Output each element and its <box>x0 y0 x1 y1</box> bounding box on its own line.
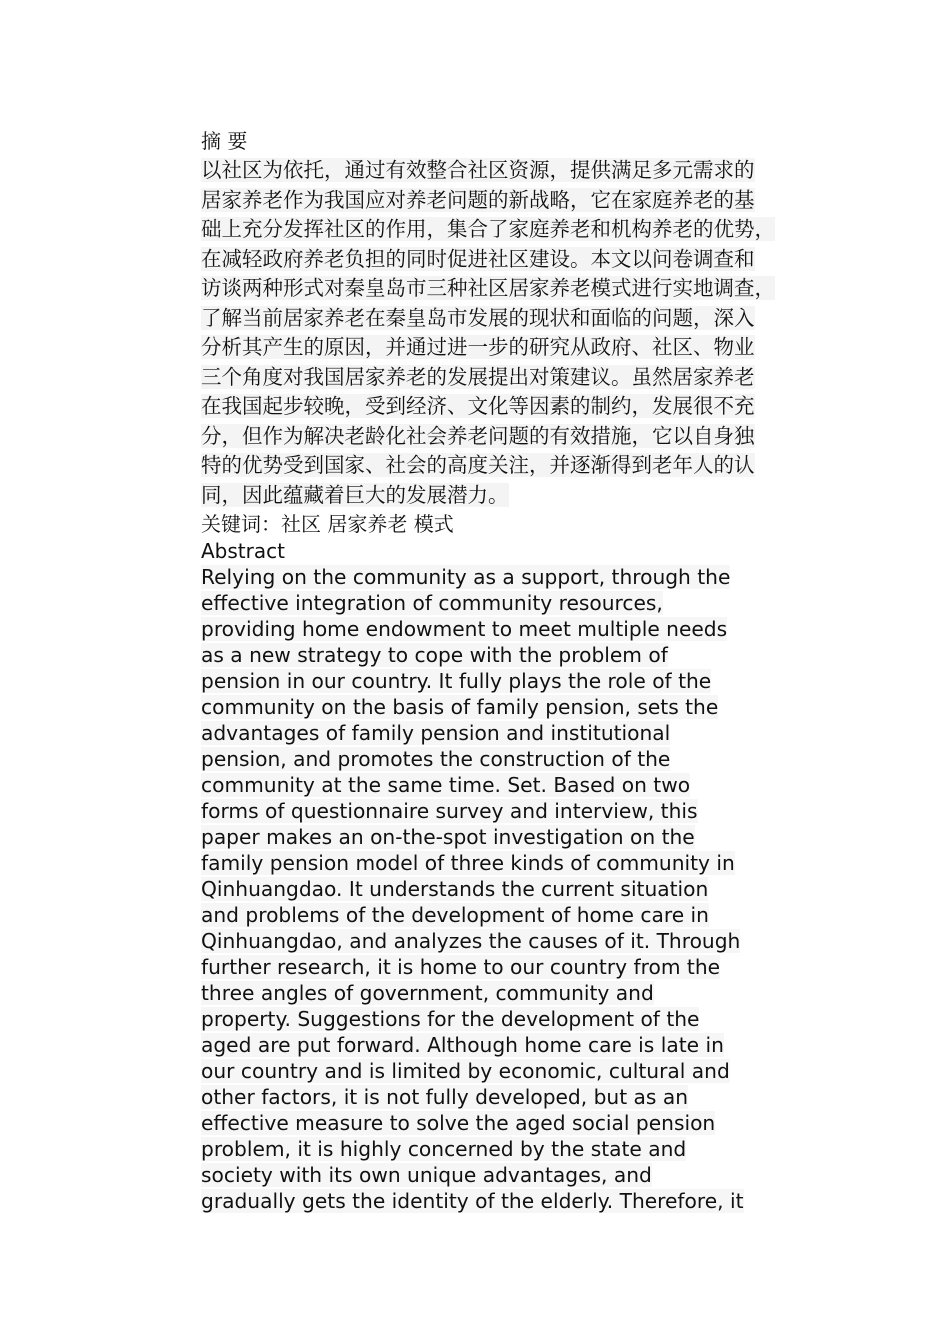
english-abstract-line <box>201 954 806 980</box>
english-abstract-line <box>201 1188 806 1214</box>
english-abstract-line-text: and problems of the development of home care in <box>201 903 709 927</box>
chinese-abstract-line <box>201 215 827 245</box>
english-abstract-line <box>201 1162 806 1188</box>
english-abstract-line-text: three angles of government, community and <box>201 981 654 1005</box>
english-abstract-line-text: Qinhuangdao. It understands the current situation <box>201 877 709 901</box>
chinese-abstract-line <box>201 274 827 304</box>
chinese-abstract-line-text: 分析其产生的原因，并通过进一步的研究从政府、社区、物业 <box>201 335 755 359</box>
english-abstract-line-text: pension, and promotes the construction of the <box>201 747 671 771</box>
english-abstract-line-text: paper makes an on-the-spot investigation on the <box>201 825 695 849</box>
english-abstract-line <box>201 642 806 668</box>
english-abstract-line-text: other factors, it is not fully developed, but as an <box>201 1085 688 1109</box>
chinese-abstract-line <box>201 392 827 422</box>
chinese-abstract-line-text: 础上充分发挥社区的作用，集合了家庭养老和机构养老的优势， <box>201 217 775 241</box>
english-abstract-line-text: as a new strategy to cope with the problem of <box>201 643 668 667</box>
english-abstract-line-text: problem, it is highly concerned by the state and <box>201 1137 687 1161</box>
chinese-abstract-line-text: 访谈两种形式对秦皇岛市三种社区居家养老模式进行实地调查， <box>201 276 775 300</box>
english-abstract-line-text: pension in our country. It fully plays the role of the <box>201 669 712 693</box>
english-abstract-line-text: effective measure to solve the aged social pension <box>201 1111 716 1135</box>
english-abstract-line-text: community at the same time. Set. Based on two <box>201 773 691 797</box>
chinese-keywords: 关键词：社区 居家养老 模式 <box>201 512 454 536</box>
chinese-abstract-line <box>201 333 827 363</box>
english-abstract-heading: Abstract <box>201 539 285 563</box>
english-abstract-line <box>201 876 806 902</box>
english-abstract-line-text: property. Suggestions for the development of the <box>201 1007 700 1031</box>
english-abstract-line-text: further research, it is home to our country from the <box>201 955 721 979</box>
english-abstract-line <box>201 694 806 720</box>
chinese-abstract-line <box>201 304 827 334</box>
chinese-abstract-line <box>201 245 827 275</box>
english-abstract-line-text: society with its own unique advantages, and <box>201 1163 652 1187</box>
english-abstract-line-text: gradually gets the identity of the elderly. Therefore, it <box>201 1189 744 1213</box>
english-abstract-body <box>201 564 806 1214</box>
english-abstract-line-text: forms of questionnaire survey and interview, this <box>201 799 698 823</box>
chinese-abstract-line-text: 三个角度对我国居家养老的发展提出对策建议。虽然居家养老 <box>201 364 755 389</box>
english-abstract-line <box>201 980 806 1006</box>
english-abstract-line <box>201 564 806 590</box>
chinese-abstract-line <box>201 363 827 393</box>
chinese-abstract-line <box>201 451 827 481</box>
english-abstract-line-text: community on the basis of family pension, sets the <box>201 695 719 719</box>
english-abstract-line <box>201 902 806 928</box>
chinese-abstract-line-text: 在我国起步较晚，受到经济、文化等因素的制约，发展很不充 <box>201 394 755 418</box>
english-abstract-line-text: advantages of family pension and institutional <box>201 721 671 745</box>
english-abstract-line <box>201 824 806 850</box>
english-abstract-line <box>201 1032 806 1058</box>
english-abstract-line-text: Relying on the community as a support, through the <box>201 565 731 589</box>
chinese-abstract-line-text: 了解当前居家养老在秦皇岛市发展的现状和面临的问题，深入 <box>201 305 755 330</box>
chinese-abstract-line <box>201 422 827 452</box>
english-abstract-line <box>201 798 806 824</box>
chinese-abstract-line-text: 特的优势受到国家、社会的高度关注，并逐渐得到老年人的认 <box>201 453 755 477</box>
english-abstract-line <box>201 668 806 694</box>
english-abstract-line <box>201 616 806 642</box>
chinese-abstract-body <box>201 156 827 510</box>
english-abstract-line <box>201 772 806 798</box>
english-abstract-line-text: our country and is limited by economic, cultural and <box>201 1059 730 1083</box>
english-abstract-line <box>201 850 806 876</box>
chinese-abstract-heading: 摘 要 <box>201 129 248 153</box>
chinese-abstract-line-text: 居家养老作为我国应对养老问题的新战略，它在家庭养老的基 <box>201 187 755 212</box>
english-abstract-line-text: Qinhuangdao, and analyzes the causes of it. Through <box>201 929 741 953</box>
english-abstract-line-text: providing home endowment to meet multiple needs <box>201 617 728 641</box>
english-abstract-line <box>201 720 806 746</box>
english-abstract-line <box>201 928 806 954</box>
english-abstract-line <box>201 1084 806 1110</box>
chinese-abstract-line <box>201 481 827 511</box>
english-abstract-line-text: aged are put forward. Although home care is late in <box>201 1033 724 1057</box>
chinese-abstract-line-text: 在减轻政府养老负担的同时促进社区建设。本文以问卷调查和 <box>201 246 755 271</box>
english-abstract-line <box>201 590 806 616</box>
english-abstract-line <box>201 1136 806 1162</box>
english-abstract-line <box>201 746 806 772</box>
chinese-abstract-line-text: 以社区为依托，通过有效整合社区资源，提供满足多元需求的 <box>201 158 755 182</box>
chinese-abstract-line-text: 分，但作为解决老龄化社会养老问题的有效措施，它以自身独 <box>201 423 755 448</box>
english-abstract-line-text: family pension model of three kinds of community in <box>201 851 735 875</box>
chinese-abstract-line-text: 同，因此蕴藏着巨大的发展潜力。 <box>201 482 509 507</box>
chinese-abstract-line <box>201 156 827 186</box>
english-abstract-line <box>201 1110 806 1136</box>
english-abstract-line <box>201 1006 806 1032</box>
english-abstract-line-text: effective integration of community resources, <box>201 591 663 615</box>
chinese-abstract-line <box>201 186 827 216</box>
document-page <box>201 126 821 1214</box>
english-abstract-line <box>201 1058 806 1084</box>
